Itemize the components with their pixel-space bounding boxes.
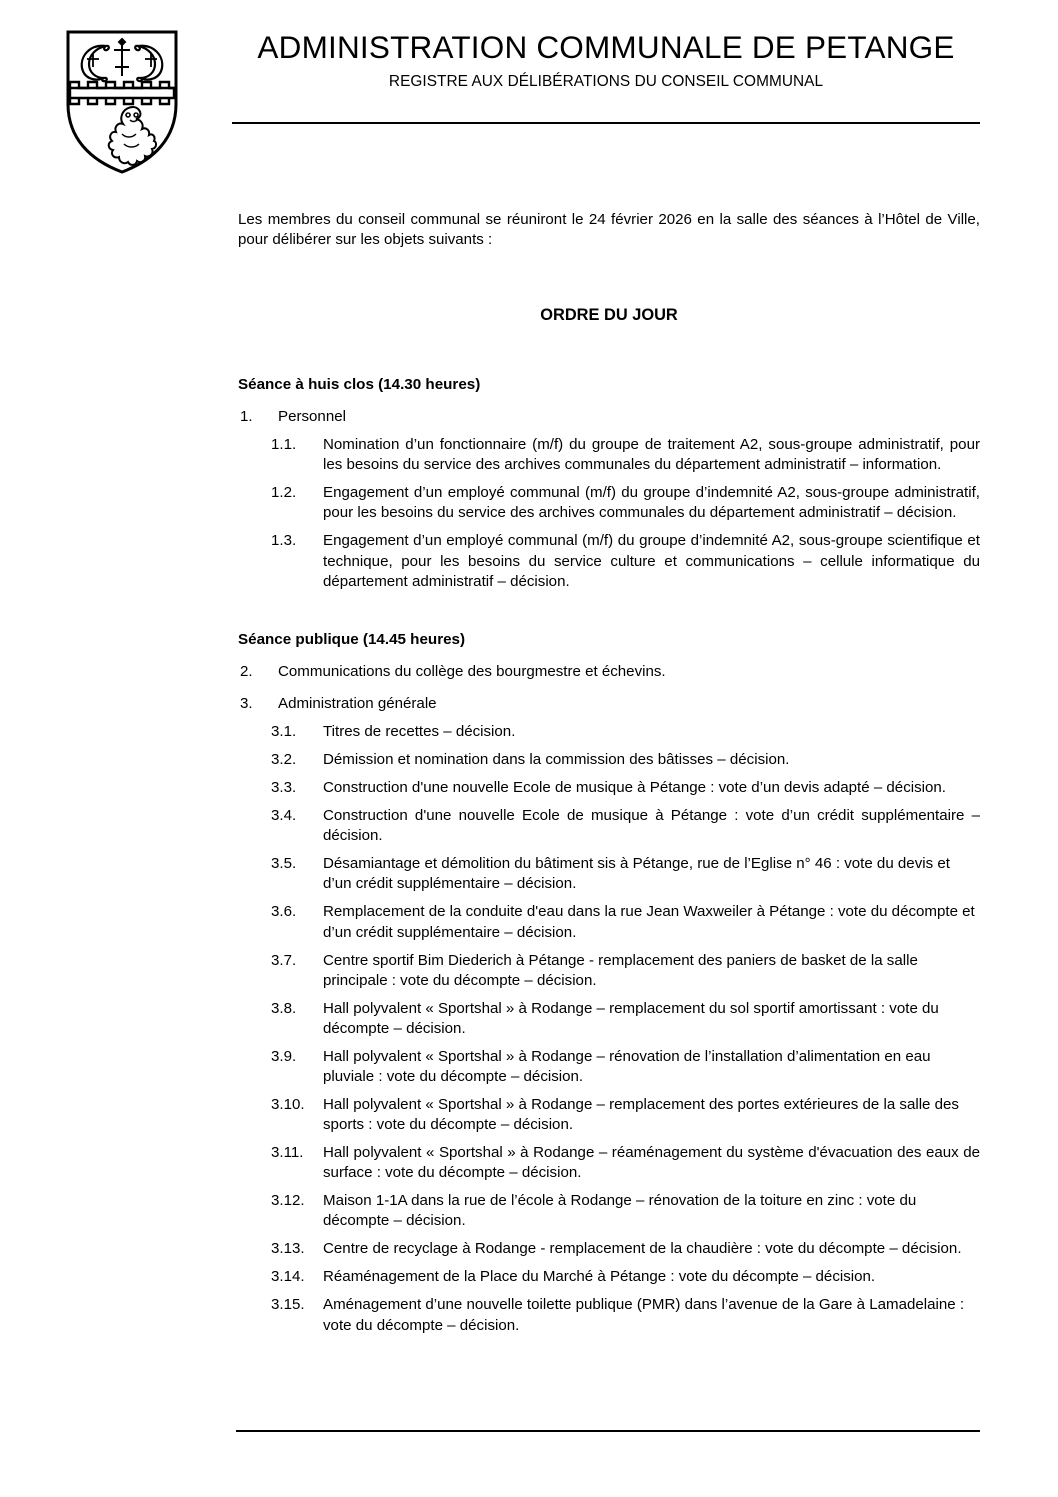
subitem-text: Aménagement d’une nouvelle toilette publique (PMR) dans l’avenue de la Gare à Lamadelaine : vote du décompte – décision.: [323, 1296, 965, 1334]
subitem-text: Construction d'une nouvelle Ecole de musique à Pétange : vote d’un crédit supplémentaire – décision.: [323, 807, 980, 845]
agenda-subitem: [238, 1095, 980, 1135]
subitem-text: Hall polyvalent « Sportshal » à Rodange – remplacement du sol sportif amortissant : vote du décompte – décision.: [323, 999, 939, 1037]
subitem-text: Engagement d’un employé communal (m/f) du groupe d’indemnité A2, sous-groupe administratif, pour les besoins du service des archives communales du département administratif – décision.: [323, 484, 980, 522]
agenda-subitem: [238, 531, 980, 591]
subitem-text: Engagement d’un employé communal (m/f) du groupe d’indemnité A2, sous-groupe scientifique et technique, pour les besoins du service culture et communications – cellule informatique du département administratif – décision.: [323, 532, 980, 590]
subitem-text: Démission et nomination dans la commission des bâtisses – décision.: [323, 751, 790, 769]
agenda-subitem: [238, 778, 980, 798]
page-title: ADMINISTRATION COMMUNALE DE PETANGE: [257, 29, 955, 65]
agenda-subitem: [238, 999, 980, 1039]
agenda-subitem: [238, 902, 980, 942]
subitem-number: 3.13.: [271, 1240, 305, 1258]
subitem-text: Titres de recettes – décision.: [323, 723, 516, 740]
document-body: [238, 210, 980, 1336]
agenda-subitem: [238, 806, 980, 846]
section-heading-closed-session: Séance à huis clos (14.30 heures): [238, 375, 481, 393]
agenda-subitem: [238, 722, 980, 742]
subitem-number: 3.9.: [271, 1047, 297, 1065]
item-text: Personnel: [278, 408, 346, 426]
subitem-number: 3.5.: [271, 855, 297, 873]
subitem-number: 3.8.: [271, 999, 297, 1017]
subitem-number: 1.2.: [271, 484, 297, 502]
subitem-number: 3.3.: [271, 779, 297, 797]
agenda-title: ORDRE DU JOUR: [540, 306, 678, 325]
agenda-item: [238, 694, 980, 714]
item-number: 3.: [240, 694, 253, 712]
header-title-block: [232, 30, 980, 91]
item-text: Communications du collège des bourgmestre et échevins.: [278, 662, 666, 680]
subitem-text: Centre sportif Bim Diederich à Pétange - remplacement des paniers de basket de la salle principale : vote du décompte – décision.: [323, 951, 918, 989]
subitem-text: Hall polyvalent « Sportshal » à Rodange – rénovation de l’installation d’alimentation en eau pluviale : vote du décompte – décision.: [323, 1047, 931, 1085]
agenda-subitem: [238, 435, 980, 475]
subitem-number: 1.1.: [271, 436, 297, 454]
page-subtitle: REGISTRE AUX DÉLIBÉRATIONS DU CONSEIL COMMUNAL: [388, 73, 824, 91]
agenda-subitem: [238, 1267, 980, 1287]
subitem-text: Construction d'une nouvelle Ecole de musique à Pétange : vote d’un devis adapté – décision.: [323, 779, 946, 797]
subitem-number: 3.6.: [271, 903, 297, 921]
subitem-number: 3.2.: [271, 751, 297, 769]
agenda-subitem: [238, 1143, 980, 1183]
subitem-number: 3.15.: [271, 1296, 305, 1314]
agenda-subitem: [238, 1239, 980, 1259]
subitem-number: 3.7.: [271, 951, 297, 969]
agenda-subitem: [238, 1295, 980, 1335]
subitem-text: Maison 1-1A dans la rue de l’école à Rodange – rénovation de la toiture en zinc : vote du décompte – décision.: [323, 1192, 917, 1230]
item-number: 2.: [240, 662, 253, 680]
agenda-subitem: [238, 483, 980, 523]
subitem-text: Remplacement de la conduite d'eau dans la rue Jean Waxweiler à Pétange : vote du décompte et d’un crédit supplémentaire – décision.: [323, 903, 975, 941]
subitem-number: 1.3.: [271, 532, 297, 550]
agenda-subitem: [238, 750, 980, 770]
item-text: Administration générale: [278, 694, 437, 712]
subitem-text: Centre de recyclage à Rodange - remplacement de la chaudière : vote du décompte – décision.: [323, 1240, 962, 1258]
section-heading-public-session: Séance publique (14.45 heures): [238, 630, 466, 648]
intro-paragraph: Les membres du conseil communal se réuniront le 24 février 2026 en la salle des séances à l’Hôtel de Ville, pour délibérer sur les objets suivants :: [238, 211, 980, 249]
agenda-subitem: [238, 854, 980, 894]
subitem-number: 3.12.: [271, 1192, 305, 1210]
subitem-number: 3.11.: [271, 1144, 304, 1162]
subitem-number: 3.10.: [271, 1095, 305, 1113]
agenda-subitem: [238, 1191, 980, 1231]
subitem-text: Hall polyvalent « Sportshal » à Rodange – réaménagement du système d'évacuation des eaux de surface : vote du décompte – décision.: [323, 1144, 980, 1182]
agenda-item: [238, 662, 980, 682]
subitem-text: Nomination d’un fonctionnaire (m/f) du groupe de traitement A2, sous-groupe administratif, pour les besoins du service des archives communales du département administratif – information.: [323, 436, 980, 474]
subitem-number: 3.1.: [271, 723, 297, 740]
subitem-number: 3.14.: [271, 1268, 305, 1286]
agenda-item: [238, 407, 980, 427]
header-divider: [232, 122, 980, 124]
coat-of-arms-icon: [62, 26, 182, 176]
document-header: [0, 0, 1058, 180]
agenda-subitem: [238, 951, 980, 991]
item-number: 1.: [240, 408, 253, 426]
subitem-text: Désamiantage et démolition du bâtiment sis à Pétange, rue de l’Eglise n° 46 : vote du devis et d’un crédit supplémentaire – décision.: [323, 855, 950, 893]
footer-divider: [236, 1430, 980, 1432]
agenda-subitem: [238, 1047, 980, 1087]
subitem-text: Réaménagement de la Place du Marché à Pétange : vote du décompte – décision.: [323, 1268, 876, 1286]
subitem-text: Hall polyvalent « Sportshal » à Rodange – remplacement des portes extérieures de la salle des sports : vote du décompte – décision.: [323, 1095, 959, 1133]
subitem-number: 3.4.: [271, 807, 297, 825]
